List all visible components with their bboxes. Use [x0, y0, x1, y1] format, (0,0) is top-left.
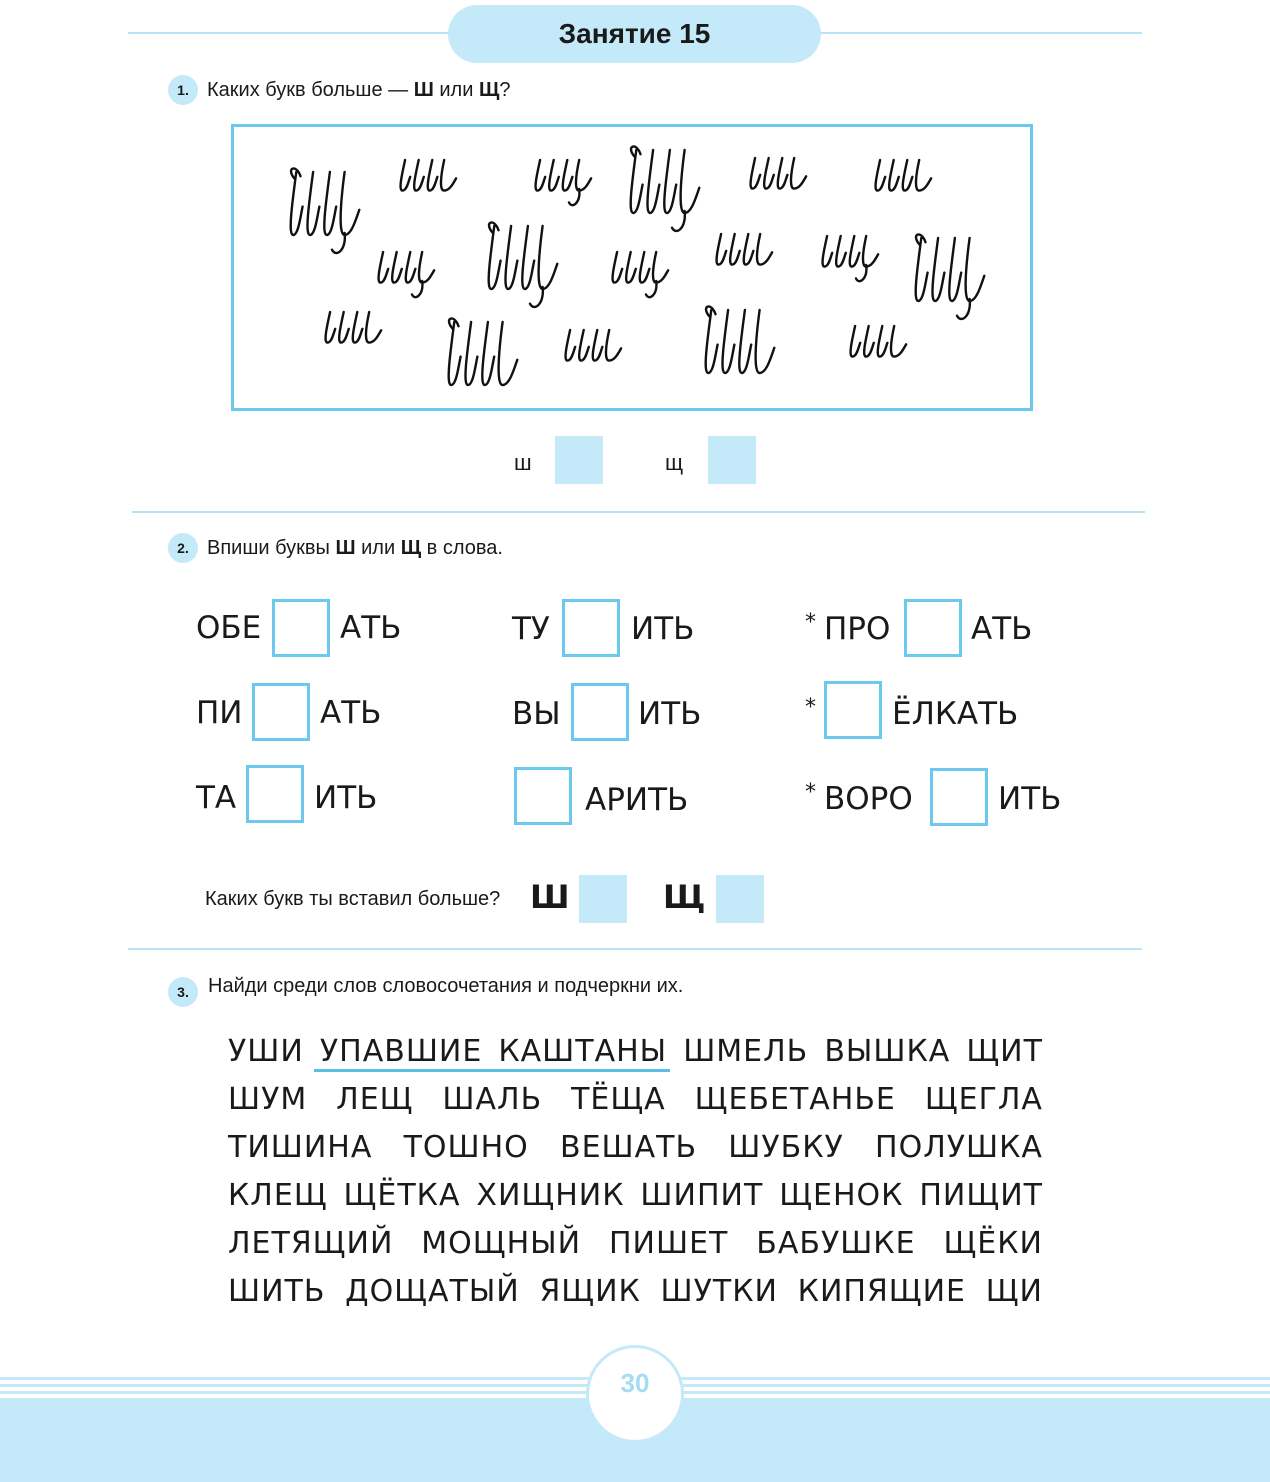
task-1-answer-box-shch[interactable] — [708, 436, 756, 484]
cursive-letters — [0, 0, 1270, 430]
grid-word[interactable]: КАШТАНЫ — [498, 1034, 668, 1069]
grid-word[interactable]: ДОЩАТЫЙ — [345, 1274, 520, 1309]
grid-word[interactable]: ПИШЕТ — [608, 1226, 729, 1261]
grid-word[interactable]: ШУТКИ — [660, 1274, 778, 1309]
cursive-shch-glyph — [379, 252, 435, 297]
grid-word[interactable]: ЩЕГЛА — [924, 1082, 1043, 1117]
divider-1 — [132, 511, 1145, 513]
grid-word[interactable]: ШУБКУ — [728, 1130, 844, 1165]
task-1-answer-label-sh: ш — [514, 450, 532, 475]
cursive-sh-glyph — [326, 312, 382, 343]
cursive-sh-glyph — [706, 306, 775, 373]
grid-word[interactable]: ЛЕТЯЩИЙ — [228, 1226, 394, 1261]
page-number: 30 — [620, 1368, 650, 1398]
word-6-after: АРИТЬ — [585, 782, 689, 818]
grid-word[interactable]: ЩИ — [985, 1274, 1043, 1309]
word-9-star: * — [805, 780, 816, 805]
task-1-answer-label-shch: щ — [665, 450, 684, 475]
grid-word[interactable]: ШАЛЬ — [442, 1082, 543, 1117]
task-1-number: 1. — [168, 75, 198, 105]
cursive-shch-glyph — [631, 146, 700, 231]
word-row — [228, 1034, 1043, 1069]
cursive-sh-glyph — [449, 318, 518, 385]
cursive-shch-glyph — [489, 222, 558, 307]
task-1-answer-box-sh[interactable] — [555, 436, 603, 484]
word-row — [228, 1082, 1043, 1117]
cursive-sh-glyph — [401, 160, 457, 191]
cursive-sh-glyph — [876, 160, 932, 191]
grid-word[interactable]: ХИЩНИК — [476, 1178, 625, 1213]
cursive-shch-glyph — [536, 160, 592, 205]
cursive-shch-glyph — [291, 168, 360, 253]
word-3-after: ИТЬ — [314, 780, 378, 816]
grid-word[interactable]: ЛЕЩ — [336, 1082, 414, 1117]
cursive-sh-glyph — [566, 330, 622, 361]
word-3-slot[interactable] — [246, 765, 304, 823]
word-row — [228, 1178, 1043, 1213]
grid-word[interactable]: МОЩНЫЙ — [421, 1226, 582, 1261]
word-9-before: ВОРО — [824, 781, 913, 817]
grid-word[interactable]: ЩЁТКА — [343, 1178, 461, 1213]
divider-2 — [128, 948, 1142, 950]
word-2-after: АТЬ — [320, 695, 382, 731]
grid-word[interactable]: ЩЕБЕТАНЬЕ — [694, 1082, 896, 1117]
word-7-star: * — [805, 610, 816, 635]
word-8-after: ЁЛКАТЬ — [892, 696, 1019, 732]
grid-word[interactable]: ТИШИНА — [228, 1130, 373, 1165]
word-2-slot[interactable] — [252, 683, 310, 741]
grid-word[interactable]: ЩЕНОК — [779, 1178, 904, 1213]
word-8-star: * — [805, 695, 816, 720]
cursive-sh-glyph — [851, 326, 907, 357]
word-7-after: АТЬ — [971, 611, 1033, 647]
task-1-letter-a: Ш — [413, 79, 434, 101]
word-4-before: ТУ — [512, 611, 550, 647]
task-3-instruction: Найди среди слов словосочетания и подчеркни их. — [208, 975, 684, 997]
task-2-text-before: Впиши буквы — [207, 537, 336, 559]
task-2-answer-box-shch[interactable] — [716, 875, 764, 923]
word-5-slot[interactable] — [571, 683, 629, 741]
grid-word[interactable]: БАБУШКЕ — [756, 1226, 916, 1261]
grid-word[interactable]: ТЁЩА — [571, 1082, 666, 1117]
grid-word[interactable]: ЯЩИК — [539, 1274, 641, 1309]
task-2-text-after: в слова. — [421, 537, 503, 559]
grid-word[interactable]: ТОШНО — [403, 1130, 529, 1165]
task-1-text-before: Каких букв больше — — [207, 79, 414, 101]
task-2-question: Каких букв ты вставил больше? — [205, 888, 501, 910]
cursive-shch-glyph — [916, 234, 985, 319]
word-9-slot[interactable] — [930, 768, 988, 826]
word-1-slot[interactable] — [272, 599, 330, 657]
word-1-before: ОБЕ — [196, 610, 262, 646]
grid-word[interactable]: УПАВШИЕ — [319, 1034, 483, 1069]
grid-word[interactable]: ШИТЬ — [228, 1274, 326, 1309]
task-2-answer-box-sh[interactable] — [579, 875, 627, 923]
task-1-text-after: ? — [499, 79, 511, 101]
task-2-letter-a: Ш — [335, 537, 356, 559]
word-3-before: ТА — [196, 780, 237, 816]
task-2-text-mid: или — [355, 537, 401, 559]
word-4-after: ИТЬ — [631, 611, 695, 647]
task-2-answer-label-shch: Щ — [663, 878, 706, 916]
word-1-after: АТЬ — [340, 610, 402, 646]
word-7-slot[interactable] — [904, 599, 962, 657]
task-1-letter-b: Щ — [478, 79, 500, 101]
cursive-sh-glyph — [717, 234, 773, 265]
grid-word[interactable]: ВЫШКА — [824, 1034, 951, 1069]
grid-word[interactable]: ШИПИТ — [640, 1178, 764, 1213]
word-5-before: ВЫ — [512, 696, 561, 732]
task-2-instruction — [207, 537, 503, 560]
cursive-shch-glyph — [613, 252, 669, 297]
word-5-after: ИТЬ — [638, 696, 702, 732]
word-row — [228, 1130, 1043, 1165]
grid-word[interactable]: ЩЁКИ — [943, 1226, 1043, 1261]
grid-word[interactable]: ПИЩИТ — [919, 1178, 1043, 1213]
cursive-shch-glyph — [823, 236, 879, 281]
grid-word[interactable]: ШМЕЛЬ — [683, 1034, 809, 1069]
grid-word[interactable]: ЩИТ — [966, 1034, 1043, 1069]
task-2-letter-b: Щ — [400, 537, 422, 559]
word-8-slot[interactable] — [824, 681, 882, 739]
task-2-number: 2. — [168, 533, 198, 563]
lesson-title: Занятие 15 — [448, 5, 821, 63]
grid-word[interactable]: ШУМ — [228, 1082, 308, 1117]
grid-word[interactable]: УШИ — [228, 1034, 304, 1069]
grid-word[interactable]: ВЕШАТЬ — [560, 1130, 698, 1165]
word-2-before: ПИ — [196, 695, 243, 731]
grid-word[interactable]: КЛЕЩ — [228, 1178, 328, 1213]
word-7-before: ПРО — [824, 611, 891, 647]
word-9-after: ИТЬ — [998, 781, 1062, 817]
word-row — [228, 1274, 1043, 1309]
task-1-text-mid: или — [433, 79, 479, 101]
grid-word[interactable]: КИПЯЩИЕ — [797, 1274, 967, 1309]
example-underline — [314, 1069, 670, 1072]
word-6-slot[interactable] — [514, 767, 572, 825]
word-row — [228, 1226, 1043, 1261]
task-3-number: 3. — [168, 977, 198, 1007]
word-4-slot[interactable] — [562, 599, 620, 657]
grid-word[interactable]: ПОЛУШКА — [875, 1130, 1043, 1165]
task-2-answer-label-sh: Ш — [530, 878, 570, 916]
cursive-sh-glyph — [751, 158, 807, 189]
